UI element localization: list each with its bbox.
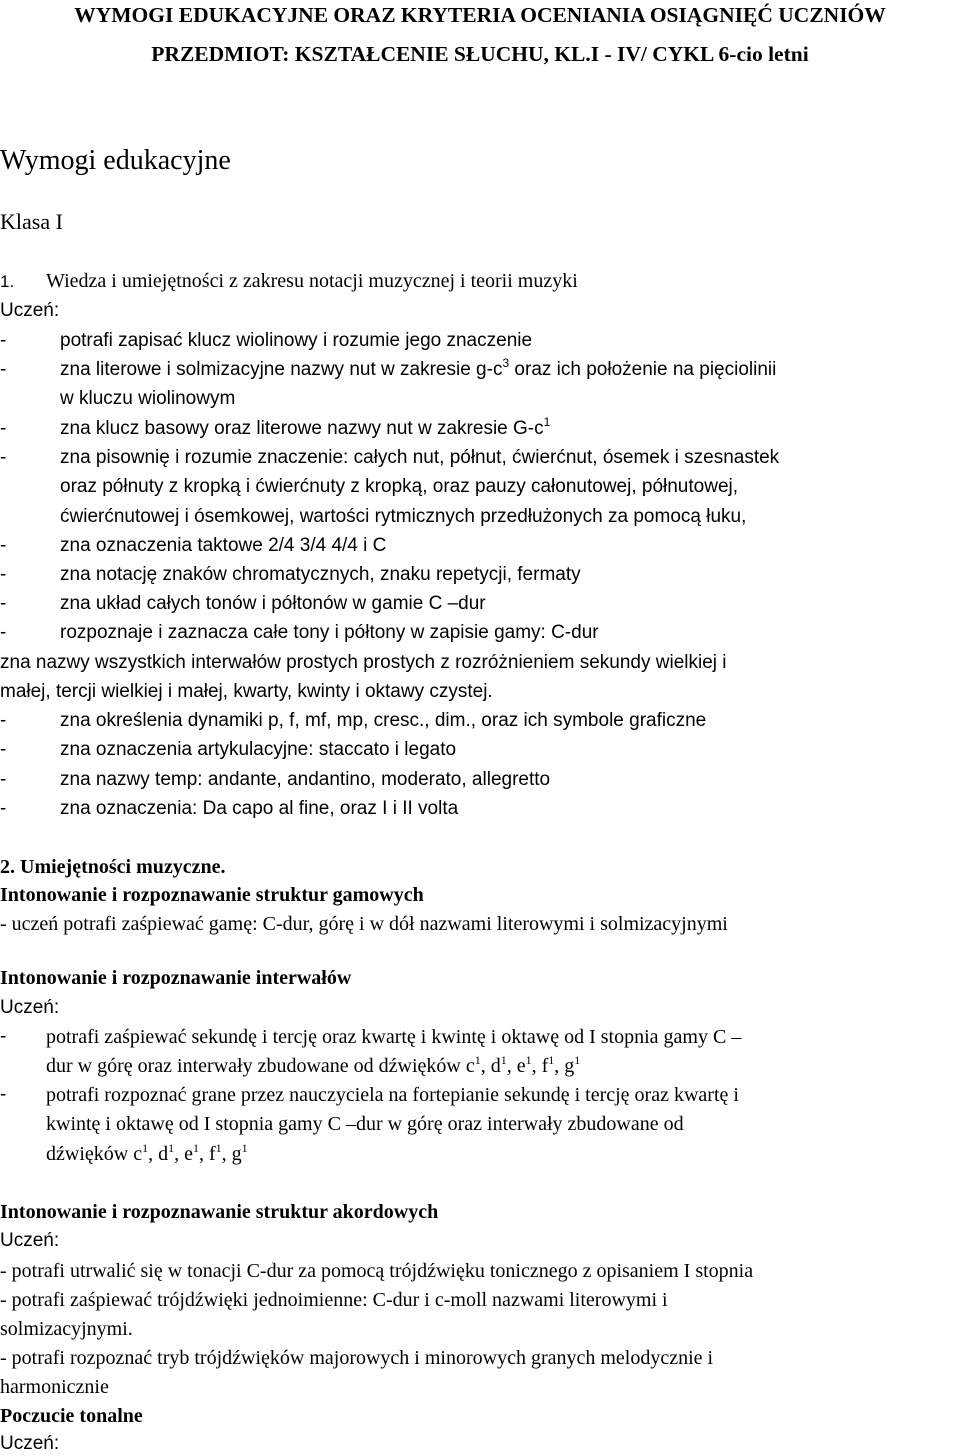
interwaly-student-label: Uczeń: [0, 997, 60, 1018]
part1-number: 1. [0, 272, 15, 291]
paragraph-line: małej, tercji wielkiej i małej, kwarty, kwinty i oktawy czystej. [0, 681, 493, 702]
list-item: rozpoznaje i zaznacza całe tony i półtony w zapisie gamy: C-dur [60, 622, 599, 643]
list-item: zna oznaczenia taktowe 2/4 3/4 4/4 i C [60, 535, 387, 556]
list-item: zna układ całych tonów i półtonów w gamie C –dur [60, 593, 486, 614]
list-item: zna oznaczenia: Da capo al fine, oraz I i II volta [60, 798, 459, 819]
list-item: potrafi zaśpiewać sekundę i tercję oraz kwartę i kwintę i oktawę od I stopnia gamy C – [46, 1026, 742, 1048]
akordy-heading: Intonowanie i rozpoznawanie struktur akordowych [0, 1201, 439, 1223]
part2-title: 2. Umiejętności muzyczne. [0, 856, 226, 878]
list-item-dash: - [0, 593, 7, 614]
class-title: Klasa I [0, 209, 63, 234]
list-item-dash: - [0, 769, 7, 790]
part1-title: Wiedza i umiejętności z zakresu notacji muzycznej i teorii muzyki [46, 270, 578, 292]
document-header-line-2: PRZEDMIOT: KSZTAŁCENIE SŁUCHU, KL.I - IV/ CYKL 6-cio letni [151, 42, 809, 66]
list-item-dash: - [0, 535, 7, 556]
interwaly-heading: Intonowanie i rozpoznawanie interwałów [0, 967, 352, 989]
list-item: zna nazwy temp: andante, andantino, moderato, allegretto [60, 769, 551, 790]
list-item-dash: - [0, 622, 7, 643]
list-item-dash: - [0, 447, 7, 468]
part1-student-label: Uczeń: [0, 300, 60, 321]
paragraph-line: harmonicznie [0, 1376, 109, 1398]
paragraph-line: - potrafi zaśpiewać trójdźwięki jednoimienne: C-dur i c-moll nazwami literowymi i [0, 1289, 668, 1311]
list-item-dash: - [0, 710, 7, 731]
list-item-dash: - [0, 359, 7, 380]
gamy-heading: Intonowanie i rozpoznawanie struktur gamowych [0, 884, 424, 906]
list-item-dash: - [0, 1026, 7, 1047]
list-item: zna oznaczenia artykulacyjne: staccato i legato [60, 739, 457, 760]
paragraph-line: - potrafi utrwalić się w tonacji C-dur za pomocą trójdźwięku tonicznego z opisaniem I stopnia [0, 1260, 754, 1282]
list-item-continuation: w kluczu wiolinowym [60, 388, 236, 409]
list-item-dash: - [0, 739, 7, 760]
list-item-dash: - [0, 798, 7, 819]
akordy-student-label: Uczeń: [0, 1230, 60, 1251]
list-item: potrafi rozpoznać grane przez nauczyciela na fortepianie sekundę i tercję oraz kwartę i [46, 1084, 739, 1106]
gamy-text: - uczeń potrafi zaśpiewać gamę: C-dur, górę i w dół nazwami literowymi i solmizacyjnymi [0, 913, 728, 935]
list-item-continuation: ćwierćnutowej i ósemkowej, wartości rytmicznych przedłużonych za pomocą łuku, [60, 506, 747, 527]
section-title: Wymogi edukacyjne [0, 145, 231, 176]
poczucie-tonalne-heading: Poczucie tonalne [0, 1405, 143, 1427]
poczucie-tonalne-student-label: Uczeń: [0, 1433, 60, 1454]
list-item-dash: - [0, 564, 7, 585]
list-item: zna literowe i solmizacyjne nazwy nut w zakresie $g-c^3$ oraz ich położenie na pięciolinii [60, 356, 777, 380]
list-item: zna notację znaków chromatycznych, znaku repetycji, fermaty [60, 564, 581, 585]
list-item-dash: - [0, 330, 7, 351]
list-item-continuation: dur w górę oraz interwały zbudowane od dźwięków $c^1$, $d^1$, $e^1$, $f^1$, $g^1$ [46, 1053, 581, 1077]
list-item: zna klucz basowy oraz literowe nazwy nut w zakresie $G-c^1$ [60, 415, 551, 439]
paragraph-line: - potrafi rozpoznać tryb trójdźwięków majorowych i minorowych granych melodycznie i [0, 1347, 714, 1369]
list-item-dash: - [0, 418, 7, 439]
document-header-line-1: WYMOGI EDUKACYJNE ORAZ KRYTERIA OCENIANIA OSIĄGNIĘĆ UCZNIÓW [74, 3, 886, 27]
list-item-continuation: dźwięków $c^1$, $d^1$, $e^1$, $f^1$, $g^1$ [46, 1141, 248, 1165]
list-item: zna pisownię i rozumie znaczenie: całych nut, półnut, ćwierćnut, ósemek i szesnastek [60, 447, 780, 468]
list-item-dash: - [0, 1084, 7, 1105]
list-item: potrafi zapisać klucz wiolinowy i rozumie jego znaczenie [60, 330, 533, 351]
list-item: zna określenia dynamiki p, f, mf, mp, cresc., dim., oraz ich symbole graficzne [60, 710, 707, 731]
paragraph-line: solmizacyjnymi. [0, 1318, 133, 1340]
list-item-continuation: oraz półnuty z kropką i ćwierćnuty z kropką, oraz pauzy całonutowej, półnutowej, [60, 476, 739, 497]
list-item-continuation: kwintę i oktawę od I stopnia gamy C –dur w górę oraz interwały zbudowane od [46, 1113, 684, 1135]
paragraph-line: zna nazwy wszystkich interwałów prostych prostych z rozróżnieniem sekundy wielkiej i [0, 652, 727, 673]
